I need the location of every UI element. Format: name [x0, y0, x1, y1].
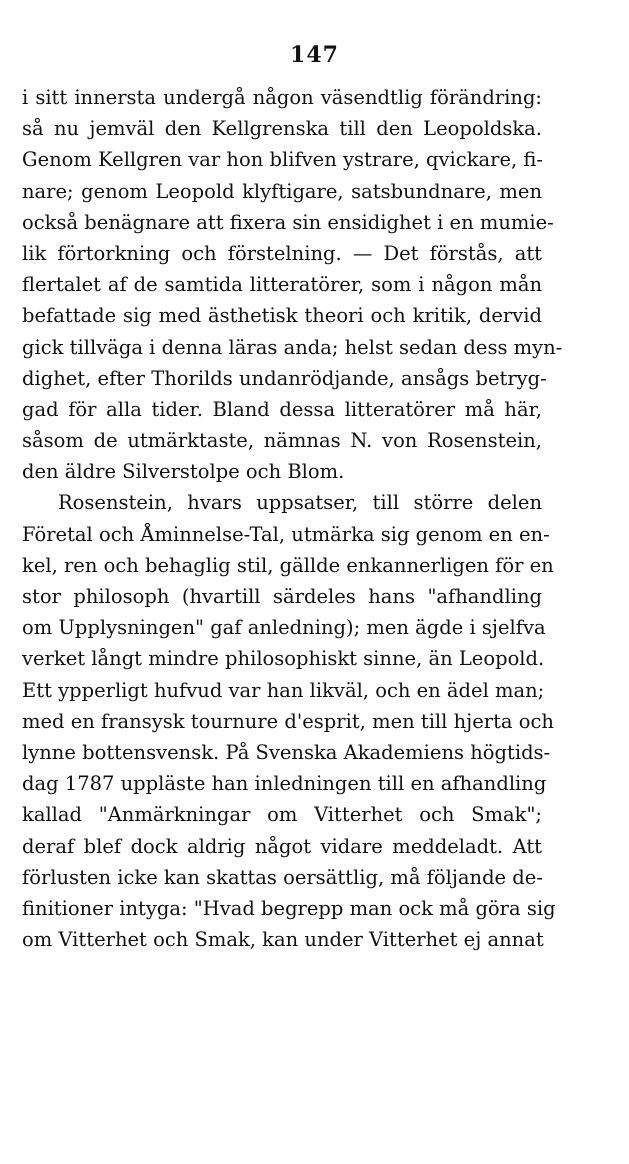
text-line: Ett ypperligt hufvud var han likväl, och en ädel man; [22, 678, 545, 702]
text-line: finitioner intyga: "Hvad begrepp man ock må göra sig [22, 896, 556, 920]
text-line: befattade sig med ästhetisk theori och kritik, dervid [22, 304, 542, 328]
text-line: nare; genom Leopold klyftigare, satsbundnare, men [22, 179, 542, 203]
text-line: den äldre Silverstolpe och Blom. [22, 460, 345, 484]
text-line: såsom de utmärktaste, nämnas N. von Rosenstein, [22, 429, 542, 453]
text-line: så nu jemväl den Kellgrenska till den Leopoldska. [22, 117, 542, 141]
text-line: med en fransysk tournure d'esprit, men till hjerta och [22, 709, 554, 733]
text-line: gick tillväga i denna läras anda; helst sedan dess myn- [22, 335, 563, 359]
page-number: 147 [290, 42, 339, 68]
text-line: lynne bottensvensk. På Svenska Akademiens högtids- [22, 740, 551, 764]
text-line: dighet, efter Thorilds undanrödjande, ansågs betryg- [22, 366, 547, 390]
text-line: flertalet af de samtida litteratörer, som i någon mån [22, 273, 542, 297]
body-text [22, 82, 563, 955]
text-line: Genom Kellgren var hon blifven ystrare, qvickare, fi- [22, 148, 543, 172]
text-line: stor philosoph (hvartill särdeles hans "afhandling [22, 585, 542, 608]
text-line: kallad "Anmärkningar om Vitterhet och Smak"; [22, 803, 542, 827]
text-line: Rosenstein, hvars uppsatser, till större delen [58, 491, 542, 515]
text-line: om Upplysningen" gaf anledning); men ägde i sjelfva [22, 616, 546, 640]
text-line: deraf blef dock aldrig något vidare meddeladt. Att [22, 834, 542, 858]
text-line: kel, ren och behaglig stil, gällde enkannerligen för en [22, 553, 554, 577]
text-line: i sitt innersta undergå någon väsendtlig förändring: [22, 86, 542, 109]
text-line: gad för alla tider. Bland dessa litteratörer må här, [22, 397, 542, 421]
text-line: Företal och Åminnelse-Tal, utmärka sig genom en en- [22, 522, 550, 546]
text-line: också benägnare att fixera sin ensidighet i en mumie- [22, 210, 554, 234]
text-line: verket långt mindre philosophiskt sinne, än Leopold. [22, 647, 545, 671]
text-line: dag 1787 uppläste han inledningen till en afhandling [22, 772, 547, 796]
text-line: lik förtorkning och förstelning. — Det förstås, att [22, 241, 542, 265]
text-line: om Vitterhet och Smak, kan under Vitterhet ej annat [22, 928, 544, 952]
text-line: förlusten icke kan skattas oersättlig, må följande de- [22, 865, 543, 889]
